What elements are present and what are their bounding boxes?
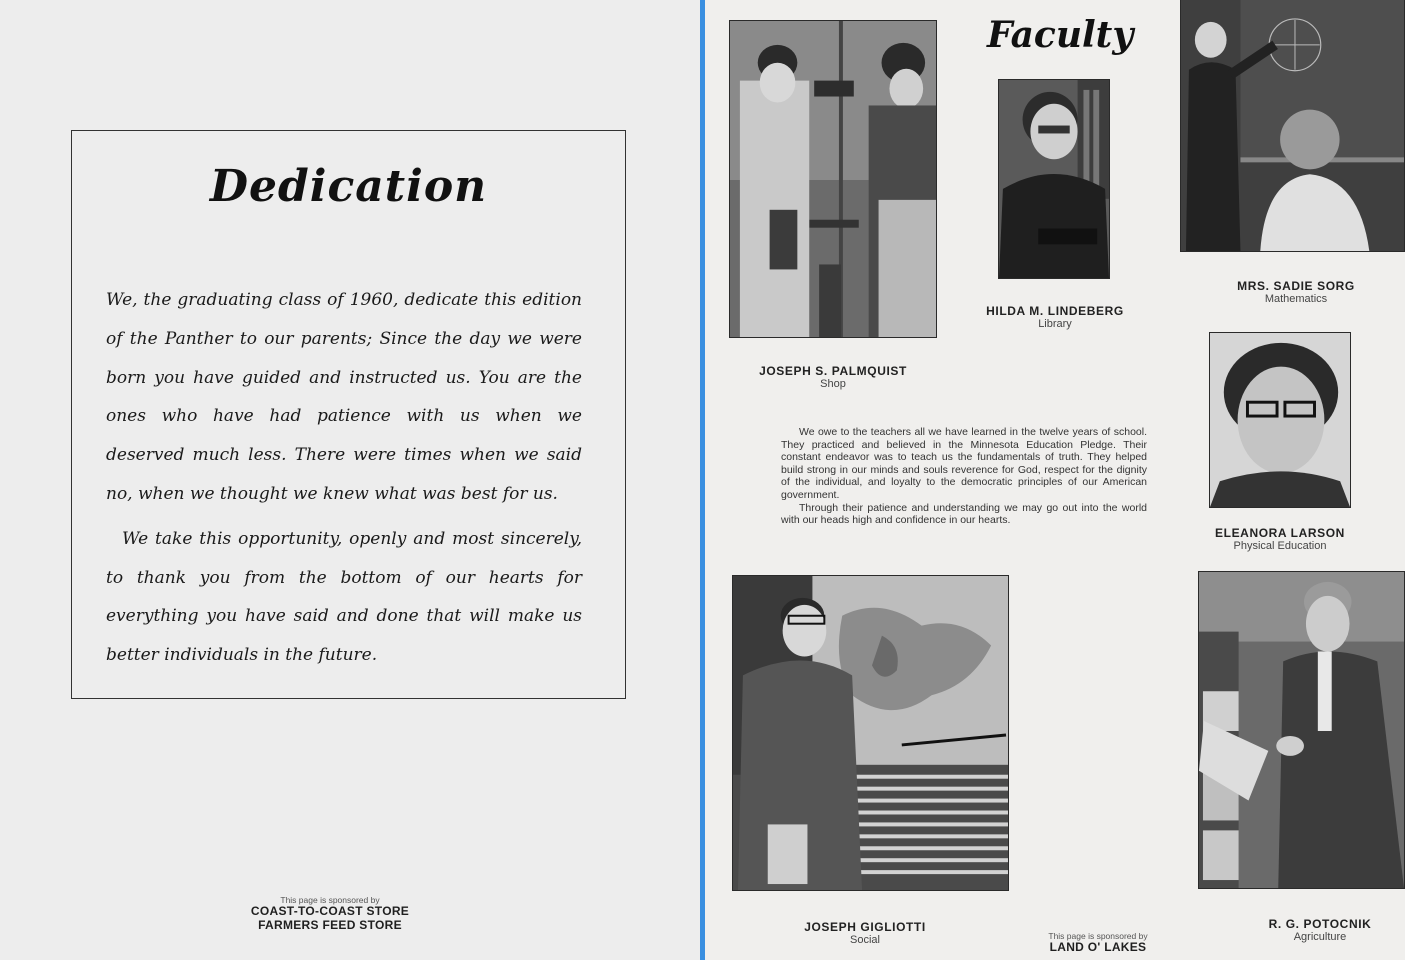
palmquist-subject: Shop <box>820 378 846 390</box>
sorg-name: MRS. SADIE SORG <box>1237 279 1355 293</box>
lindeberg-subject: Library <box>1038 318 1072 330</box>
dedication-paragraph-1: We, the graduating class of 1960, dedicate this edition of the Panther to our parents; Since the day we were born you have guided and instructed us. You are the ones who have had patience with us when we deserved much less. There were times when we said no, when we thought we knew what was best for us. <box>106 290 582 504</box>
dedication-title: Dedication <box>209 161 488 212</box>
faculty-title: Faculty <box>987 14 1134 56</box>
palmquist-caption <box>749 364 917 390</box>
sorg-photo <box>1180 0 1405 252</box>
dedication-frame <box>71 130 626 699</box>
right-sponsor-line-1: LAND O' LAKES <box>1049 940 1147 955</box>
left-sponsor-label: This page is sponsored by <box>280 895 380 905</box>
left-sponsor <box>230 896 430 932</box>
right-sponsor <box>1023 932 1173 955</box>
gigliotti-photo <box>732 575 1009 891</box>
larson-subject: Physical Education <box>1233 540 1327 552</box>
larson-photo <box>1209 332 1351 508</box>
potocnik-caption <box>1245 917 1395 943</box>
potocnik-name: R. G. POTOCNIK <box>1268 917 1372 931</box>
right-page <box>705 0 1405 960</box>
left-page <box>0 0 700 960</box>
sorg-subject: Mathematics <box>1264 293 1328 305</box>
left-sponsor-line-2: FARMERS FEED STORE <box>258 917 402 932</box>
larson-caption <box>1195 526 1365 552</box>
sorg-caption <box>1225 279 1367 305</box>
larson-name: ELEANORA LARSON <box>1215 526 1345 540</box>
potocnik-photo <box>1198 571 1405 889</box>
dedication-paragraph-2: We take this opportunity, openly and most sincerely, to thank you from the bottom of our hearts for everything you have said and done that will make us better individuals in the future. <box>106 528 582 666</box>
gigliotti-caption <box>785 920 945 946</box>
tribute-paragraph-2: Through their patience and understanding we may go out into the world with our heads high and confidence in our hearts. <box>781 501 1147 527</box>
potocnik-subject: Agriculture <box>1293 931 1347 943</box>
palmquist-photo <box>729 20 937 338</box>
tribute-paragraph-1: We owe to the teachers all we have learned in the twelve years of school. They practiced and believed in the Minnesota Education Pledge. Their constant endeavor was to teach us the fundamentals of truth. They helped build strong in our minds and souls reverence for God, respect for the dignity of the individual, and loyalty to the democratic principles of our American government. <box>781 426 1147 501</box>
gigliotti-name: JOSEPH GIGLIOTTI <box>804 920 926 934</box>
dedication-text <box>106 281 582 675</box>
palmquist-name: JOSEPH S. PALMQUIST <box>759 364 907 378</box>
gigliotti-subject: Social <box>850 934 880 946</box>
lindeberg-name: HILDA M. LINDEBERG <box>986 304 1124 318</box>
right-sponsor-label: This page is sponsored by <box>1048 931 1148 941</box>
lindeberg-caption <box>979 304 1131 330</box>
faculty-tribute <box>781 426 1147 527</box>
left-sponsor-line-1: COAST-TO-COAST STORE <box>250 904 410 919</box>
lindeberg-photo <box>998 79 1110 279</box>
